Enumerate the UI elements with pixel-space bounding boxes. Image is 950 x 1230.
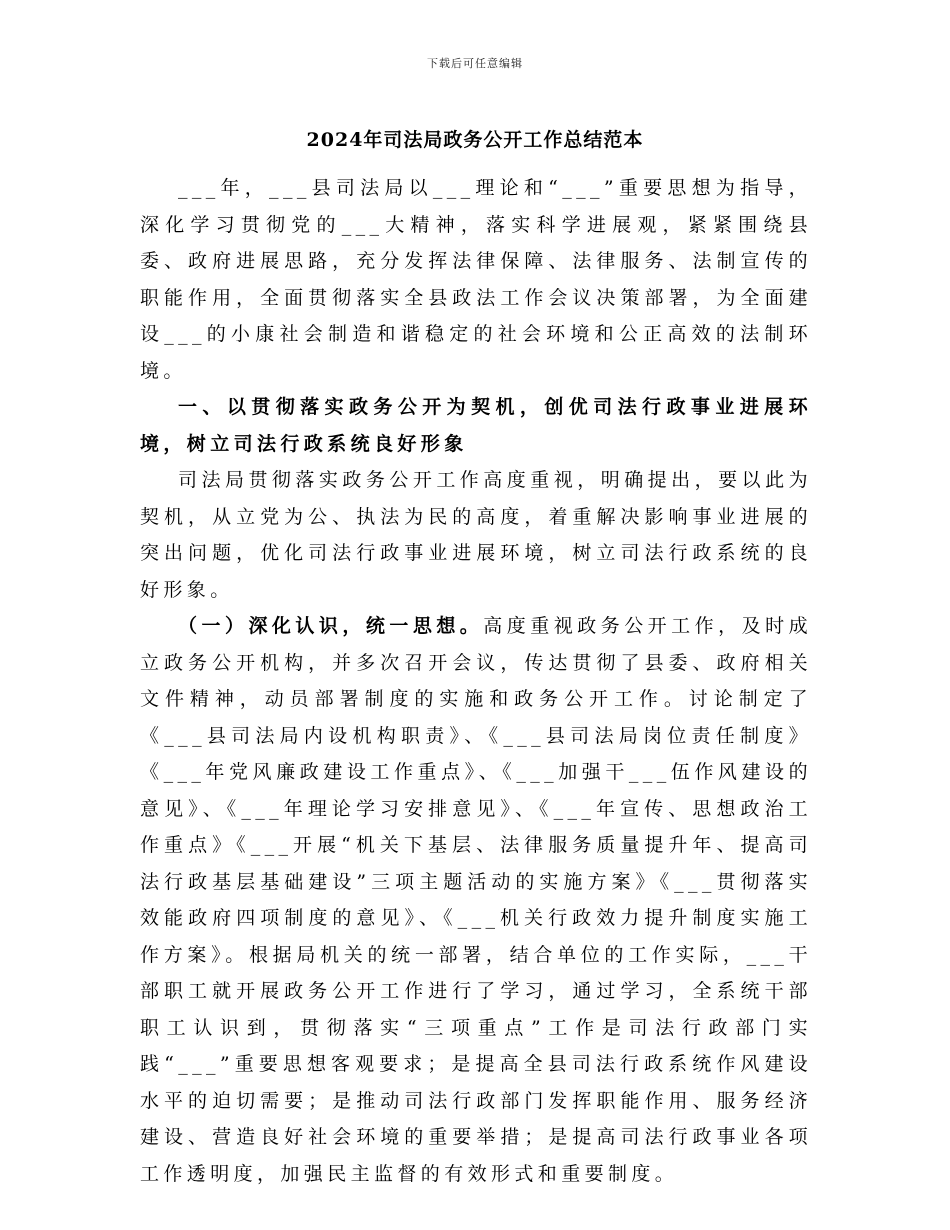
subsection-1-body: 高度重视政务公开工作，及时成立政务公开机构，并多次召开会议，传达贯彻了县委、政府相关文件精神，动员部署制度的实施和政务公开工作。讨论制定了《___县司法局内设机构职责》、《___县司法局岗位责任制度》《___年党风廉政建设工作重点》、《___加强干___伍作风建设的意见》、《___年理论学习安排意见》、《___年宣传、思想政治工作重点》《___开展“机关下基层、法律服务质量提升年、提高司法行政基层基础建设”三项主题活动的实施方案》《___贯彻落实效能政府四项制度的意见》、《___机关行政效力提升制度实施工作方案》。根据局机关的统一部署，结合单位的工作实际，___干部职工就开展政务公开工作进行了学习，通过学习，全系统干部职工认识到，贯彻落实“三项重点”工作是司法行政部门实践“___”重要思想客观要求；是提高全县司法行政系统作风建设水平的迫切需要；是推动司法行政部门发挥职能作用、服务经济建设、营造良好社会环境的重要举措；是提高司法行政事业各项工作透明度，加强民主监督的有效形式和重要制度。: [140, 615, 812, 1185]
section-1-heading: 一、以贯彻落实政务公开为契机，创优司法行政事业进展环境，树立司法行政系统良好形象: [140, 396, 812, 455]
section-1-paragraph: 司法局贯彻落实政务公开工作高度重视，明确提出，要以此为契机，从立党为公、执法为民的高度，着重解决影响事业进展的突出问题，优化司法行政事业进展环境，树立司法行政系统的良好形象。: [140, 469, 812, 601]
subsection-1-lead: （一）深化认识，统一思想。: [178, 615, 484, 637]
document-title: 2024年司法局政务公开工作总结范本: [306, 129, 644, 151]
document-body: [140, 170, 812, 1192]
header-note: 下载后可任意编辑: [427, 57, 523, 70]
intro-paragraph: ___年，___县司法局以___理论和“___”重要思想为指导，深化学习贯彻党的___大精神，落实科学进展观，紧紧围绕县委、政府进展思路，充分发挥法律保障、法律服务、法制宣传的职能作用，全面贯彻落实全县政法工作会议决策部署，为全面建设___的小康社会制造和谐稳定的社会环境和公正高效的法制环境。: [140, 177, 812, 382]
subsection-1-paragraph: [140, 608, 812, 1192]
